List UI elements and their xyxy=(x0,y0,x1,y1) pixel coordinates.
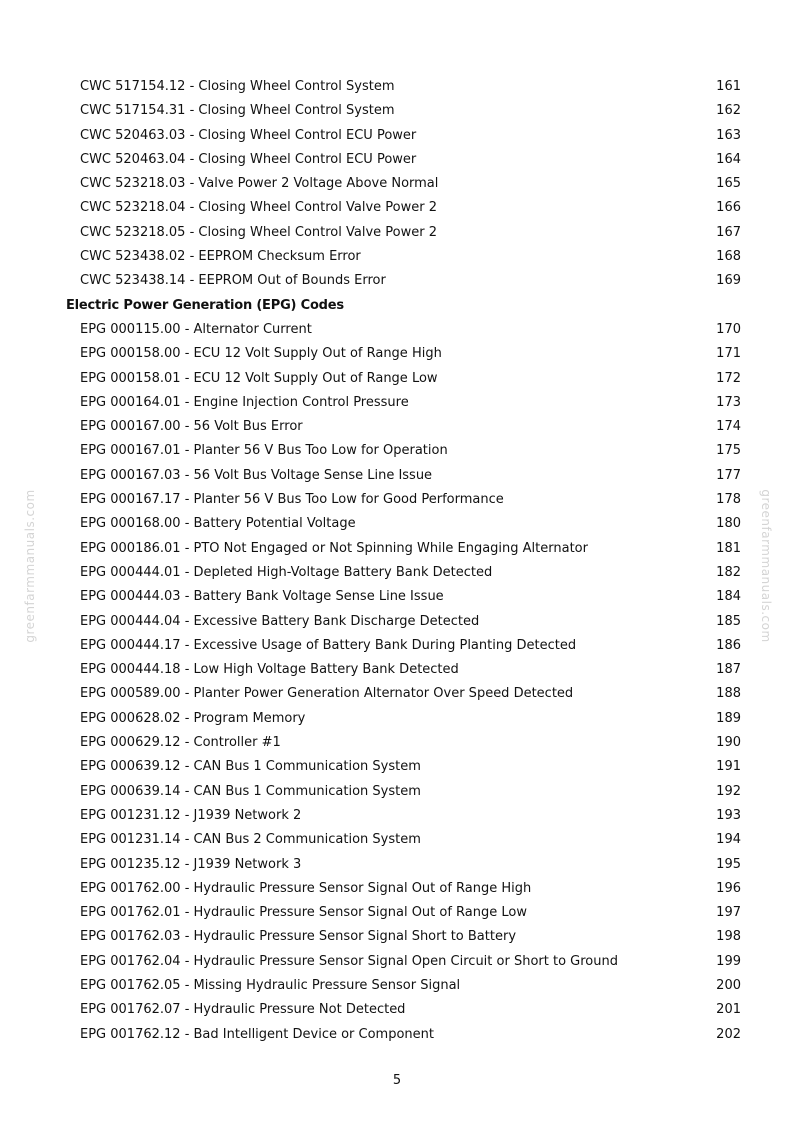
toc-entry-title: EPG 000158.01 - ECU 12 Volt Supply Out of Range Low xyxy=(80,370,438,386)
toc-entry-page: 164 xyxy=(716,151,741,167)
toc-entry-title: EPG 000167.17 - Planter 56 V Bus Too Low for Good Performance xyxy=(80,492,504,508)
toc-entry[interactable] xyxy=(0,245,794,269)
toc-entry-page: 180 xyxy=(716,516,741,532)
toc-entry-page: 200 xyxy=(716,977,741,993)
toc-entry[interactable] xyxy=(0,998,794,1022)
toc-entry-title: EPG 000629.12 - Controller #1 xyxy=(80,735,281,751)
toc-entry-page: 174 xyxy=(716,419,741,435)
toc-entry[interactable] xyxy=(0,974,794,998)
toc-entry-title: EPG 001762.12 - Bad Intelligent Device or Component xyxy=(80,1026,435,1042)
toc-entry-page: 188 xyxy=(716,686,741,702)
toc-entry-title: EPG 001762.04 - Hydraulic Pressure Sensor Signal Open Circuit or Short to Ground xyxy=(80,953,618,969)
toc-entry-page: 192 xyxy=(716,783,741,799)
toc-entry-title: CWC 523438.02 - EEPROM Checksum Error xyxy=(80,249,361,265)
toc-entry-page: 187 xyxy=(716,662,741,678)
toc-entry[interactable] xyxy=(0,585,794,609)
toc-entry-page: 198 xyxy=(716,929,741,945)
toc-entry-title: EPG 000444.04 - Excessive Battery Bank Discharge Detected xyxy=(80,613,480,629)
toc-entry[interactable] xyxy=(0,124,794,148)
toc-entry[interactable] xyxy=(0,828,794,852)
toc-entry-page: 170 xyxy=(716,321,741,337)
toc-entry[interactable] xyxy=(0,537,794,561)
toc-entry-title: EPG 000639.14 - CAN Bus 1 Communication System xyxy=(80,783,421,799)
toc-entry[interactable] xyxy=(0,634,794,658)
toc-entry[interactable] xyxy=(0,925,794,949)
toc-entry-title: EPG 000115.00 - Alternator Current xyxy=(80,321,312,337)
table-of-contents xyxy=(0,75,794,1047)
toc-entry-page: 193 xyxy=(716,807,741,823)
toc-entry-page: 171 xyxy=(716,346,741,362)
toc-entry[interactable] xyxy=(0,512,794,536)
toc-entry-page: 169 xyxy=(716,273,741,289)
toc-entry-title: CWC 523218.05 - Closing Wheel Control Valve Power 2 xyxy=(80,224,437,240)
toc-entry-page: 184 xyxy=(716,589,741,605)
toc-entry-title: CWC 520463.04 - Closing Wheel Control ECU Power xyxy=(80,151,417,167)
toc-entry-title: EPG 001762.03 - Hydraulic Pressure Sensor Signal Short to Battery xyxy=(80,929,517,945)
toc-entry-title: EPG 001762.07 - Hydraulic Pressure Not Detected xyxy=(80,1002,406,1018)
toc-entry[interactable] xyxy=(0,196,794,220)
toc-entry[interactable] xyxy=(0,318,794,342)
toc-entry-title: EPG 000444.18 - Low High Voltage Battery Bank Detected xyxy=(80,662,459,678)
toc-entry-page: 190 xyxy=(716,735,741,751)
toc-entry-title: EPG 000164.01 - Engine Injection Control Pressure xyxy=(80,394,409,410)
toc-entry-page: 177 xyxy=(716,467,741,483)
toc-entry-title: CWC 517154.31 - Closing Wheel Control System xyxy=(80,103,395,119)
toc-entry[interactable] xyxy=(0,99,794,123)
toc-entry-page: 191 xyxy=(716,759,741,775)
toc-entry[interactable] xyxy=(0,172,794,196)
toc-entry-title: EPG 000186.01 - PTO Not Engaged or Not Spinning While Engaging Alternator xyxy=(80,540,588,556)
toc-entry-title: EPG 000444.01 - Depleted High-Voltage Battery Bank Detected xyxy=(80,564,493,580)
toc-entry-title: CWC 523438.14 - EEPROM Out of Bounds Error xyxy=(80,273,386,289)
watermark-right: greenfarmmanuals.com xyxy=(759,489,773,643)
toc-entry-page: 178 xyxy=(716,492,741,508)
watermark-left: greenfarmmanuals.com xyxy=(23,489,37,643)
toc-entry-title: EPG 001231.14 - CAN Bus 2 Communication System xyxy=(80,832,421,848)
toc-entry-page: 165 xyxy=(716,176,741,192)
toc-entry-title: EPG 000589.00 - Planter Power Generation Alternator Over Speed Detected xyxy=(80,686,574,702)
toc-entry[interactable] xyxy=(0,75,794,99)
toc-entry[interactable] xyxy=(0,367,794,391)
toc-entry-title: EPG 000167.00 - 56 Volt Bus Error xyxy=(80,419,303,435)
toc-entry[interactable] xyxy=(0,221,794,245)
toc-entry-title: EPG 000167.01 - Planter 56 V Bus Too Low for Operation xyxy=(80,443,448,459)
toc-entry[interactable] xyxy=(0,901,794,925)
toc-entry-page: 181 xyxy=(716,540,741,556)
toc-entry-title: EPG 000167.03 - 56 Volt Bus Voltage Sense Line Issue xyxy=(80,467,433,483)
toc-entry-page: 199 xyxy=(716,953,741,969)
toc-entry-title: EPG 000628.02 - Program Memory xyxy=(80,710,306,726)
toc-entry-title: CWC 523218.04 - Closing Wheel Control Valve Power 2 xyxy=(80,200,437,216)
toc-entry[interactable] xyxy=(0,439,794,463)
toc-entry[interactable] xyxy=(0,877,794,901)
toc-entry-title: EPG 000444.03 - Battery Bank Voltage Sense Line Issue xyxy=(80,589,444,605)
toc-entry-page: 166 xyxy=(716,200,741,216)
toc-entry[interactable] xyxy=(0,342,794,366)
toc-entry-page: 168 xyxy=(716,249,741,265)
toc-entry-title: EPG 000158.00 - ECU 12 Volt Supply Out of Range High xyxy=(80,346,442,362)
toc-entry-page: 197 xyxy=(716,905,741,921)
toc-entry-page: 173 xyxy=(716,394,741,410)
toc-entry[interactable] xyxy=(0,682,794,706)
toc-entry[interactable] xyxy=(0,561,794,585)
toc-entry[interactable] xyxy=(0,610,794,634)
toc-entry-page: 167 xyxy=(716,224,741,240)
toc-entry[interactable] xyxy=(0,464,794,488)
toc-entry-title: EPG 001762.00 - Hydraulic Pressure Sensor Signal Out of Range High xyxy=(80,880,532,896)
toc-entry[interactable] xyxy=(0,415,794,439)
toc-entry[interactable] xyxy=(0,269,794,293)
toc-entry-page: 163 xyxy=(716,127,741,143)
toc-entry[interactable] xyxy=(0,148,794,172)
toc-entry-title: EPG 001762.01 - Hydraulic Pressure Sensor Signal Out of Range Low xyxy=(80,905,527,921)
toc-entry-page: 201 xyxy=(716,1002,741,1018)
toc-entry-page: 186 xyxy=(716,637,741,653)
toc-entry[interactable] xyxy=(0,658,794,682)
toc-entry-title: EPG 000639.12 - CAN Bus 1 Communication System xyxy=(80,759,421,775)
toc-entry-page: 161 xyxy=(716,79,741,94)
toc-entry-page: 175 xyxy=(716,443,741,459)
toc-entry-title: CWC 523218.03 - Valve Power 2 Voltage Above Normal xyxy=(80,176,439,192)
toc-entry-title: EPG 000444.17 - Excessive Usage of Battery Bank During Planting Detected xyxy=(80,637,577,653)
toc-entry-page: 185 xyxy=(716,613,741,629)
toc-entry-page: 162 xyxy=(716,103,741,119)
toc-entry-title: EPG 001235.12 - J1939 Network 3 xyxy=(80,856,302,872)
toc-entry-page: 194 xyxy=(716,832,741,848)
toc-entry-title: EPG 001762.05 - Missing Hydraulic Pressure Sensor Signal xyxy=(80,977,461,993)
toc-entry-page: 195 xyxy=(716,856,741,872)
toc-entry-title: EPG 000168.00 - Battery Potential Voltage xyxy=(80,516,356,532)
toc-entry[interactable] xyxy=(0,804,794,828)
toc-entry-page: 182 xyxy=(716,564,741,580)
toc-entry-page: 196 xyxy=(716,880,741,896)
toc-entry[interactable] xyxy=(0,950,794,974)
toc-entry[interactable] xyxy=(0,488,794,512)
page-number: 5 xyxy=(392,1073,402,1088)
toc-entry[interactable] xyxy=(0,707,794,731)
toc-entry-page: 202 xyxy=(716,1026,741,1042)
toc-entry-title: EPG 001231.12 - J1939 Network 2 xyxy=(80,807,302,823)
toc-entry-title: CWC 520463.03 - Closing Wheel Control ECU Power xyxy=(80,127,417,143)
toc-entry[interactable] xyxy=(0,780,794,804)
toc-entry[interactable] xyxy=(0,853,794,877)
toc-entry[interactable] xyxy=(0,731,794,755)
toc-entry-title: CWC 517154.12 - Closing Wheel Control System xyxy=(80,79,395,94)
toc-entry[interactable] xyxy=(0,1023,794,1047)
section-title: Electric Power Generation (EPG) Codes xyxy=(66,297,344,313)
toc-entry[interactable] xyxy=(0,755,794,779)
toc-section-heading xyxy=(0,294,794,318)
toc-entry[interactable] xyxy=(0,391,794,415)
toc-entry-page: 189 xyxy=(716,710,741,726)
toc-entry-page: 172 xyxy=(716,370,741,386)
